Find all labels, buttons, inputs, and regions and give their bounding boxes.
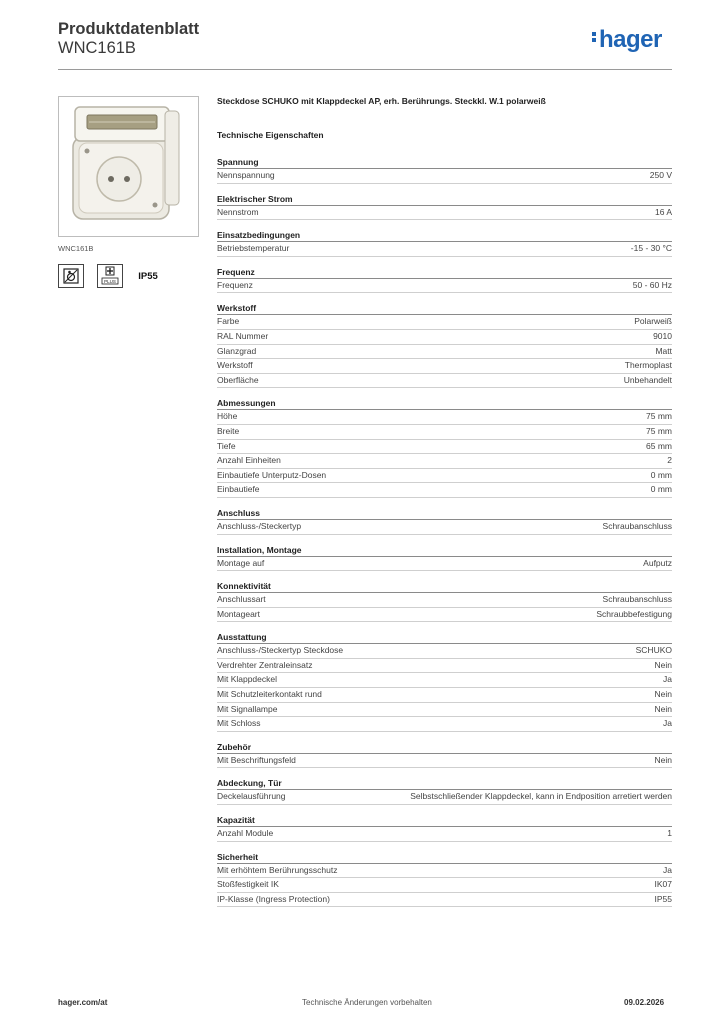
spec-row [217,374,672,389]
spec-row [217,688,672,703]
spec-label: Frequenz [217,279,253,290]
spec-label: Betriebstemperatur [217,243,290,254]
spec-label: Mit Signallampe [217,703,278,714]
spec-group [217,397,672,498]
spec-value: -15 - 30 °C [630,243,672,254]
spec-value: Matt [655,345,672,356]
spec-value: Schraubanschluss [602,520,672,531]
spec-value: Polarweiß [634,316,672,327]
spec-value: Ja [663,864,672,875]
spec-group-title: Ausstattung [217,631,672,644]
spec-group [217,266,672,294]
spec-value: Schraubbefestigung [596,608,672,619]
spec-value: Thermoplast [624,360,672,371]
spec-value: Schraubanschluss [602,594,672,605]
spec-value: 9010 [653,330,672,341]
spec-label: Mit Beschriftungsfeld [217,754,296,765]
page-title: Produktdatenblatt [58,20,200,38]
child-protection-badge [58,264,84,288]
spec-label: Nennspannung [217,170,275,180]
product-image [58,96,199,237]
spec-label: Anschluss-/Steckertyp [217,520,302,531]
brand-name: hager [599,26,662,53]
spec-row [217,483,672,498]
spec-label: Tiefe [217,440,236,451]
spec-row [217,717,672,732]
spec-label: Anschlussart [217,594,266,605]
spec-row [217,440,672,455]
spec-group [217,851,672,908]
spec-value: IP55 [654,893,672,904]
spec-row [217,454,672,469]
spec-group-title: Sicherheit [217,851,672,864]
spec-row [217,469,672,484]
spec-value: Selbstschließender Klappdeckel, kann in Endposition arretiert werden [410,791,672,802]
spec-group [217,193,672,221]
spec-label: Montageart [217,608,260,619]
spec-row [217,330,672,345]
spec-group [217,302,672,388]
spec-row [217,242,672,257]
earthing-contact-badge [97,264,123,288]
section-heading: Technische Eigenschaften [217,130,324,140]
spec-label: Stoßfestigkeit IK [217,879,279,890]
spec-label: Einbautiefe Unterputz-Dosen [217,469,327,480]
spec-value: Aufputz [643,557,672,568]
spec-value: 75 mm [646,425,672,436]
spec-label: Deckelausführung [217,791,286,802]
spec-group-title: Zubehör [217,741,672,754]
spec-group [217,814,672,842]
spec-group-title: Anschluss [217,507,672,520]
footer-disclaimer: Technische Änderungen vorbehalten [302,998,432,1007]
spec-label: Höhe [217,411,238,422]
child-protection-icon [62,267,80,285]
spec-value: IK07 [654,879,672,890]
spec-label: Verdrehter Zentraleinsatz [217,659,313,670]
spec-value: 1 [667,828,672,839]
spec-row [217,754,672,769]
spec-value: 65 mm [646,440,672,451]
spec-value: 0 mm [650,469,672,480]
footer-date: 09.02.2026 [624,998,665,1007]
spec-row [217,644,672,659]
spec-value: 50 - 60 Hz [632,279,672,290]
spec-label: IP-Klasse (Ingress Protection) [217,893,330,904]
spec-row [217,345,672,360]
spec-label: Breite [217,425,240,436]
spec-group [217,777,672,805]
spec-group-title: Installation, Montage [217,544,672,557]
spec-label: Mit Klappdeckel [217,674,278,685]
earthing-contact-icon [100,266,120,286]
spec-row [217,703,672,718]
spec-value: 2 [667,455,672,466]
spec-group-title: Konnektivität [217,580,672,593]
spec-row [217,827,672,842]
spec-label: Anschluss-/Steckertyp Steckdose [217,645,344,656]
spec-group-title: Werkstoff [217,302,672,315]
spec-value: Unbehandelt [623,374,672,385]
spec-label: Mit Schutzleiterkontakt rund [217,689,322,700]
brand-logo [592,28,662,52]
spec-group-title: Spannung [217,156,672,169]
spec-group [217,741,672,769]
footer-website: hager.com/at [58,998,108,1007]
spec-group [217,631,672,732]
spec-group-title: Abmessungen [217,397,672,410]
spec-value: 0 mm [650,484,672,495]
spec-row [217,359,672,374]
spec-group-title: Kapazität [217,814,672,827]
spec-row [217,425,672,440]
spec-row [217,315,672,330]
spec-label: Mit Schloss [217,718,261,729]
spec-group [217,544,672,572]
spec-group-title: Frequenz [217,266,672,279]
spec-group-title: Abdeckung, Tür [217,777,672,790]
spec-label: Werkstoff [217,360,253,371]
spec-label: RAL Nummer [217,330,269,341]
spec-row [217,593,672,608]
spec-value: Ja [663,718,672,729]
spec-row [217,520,672,535]
spec-value: Ja [663,674,672,685]
spec-group-title: Einsatzbedingungen [217,229,672,242]
spec-label: Nennstrom [217,206,259,217]
spec-group [217,507,672,535]
spec-label: Oberfläche [217,374,259,385]
spec-row [217,673,672,688]
spec-label: Montage auf [217,557,265,568]
spec-label: Mit erhöhtem Berührungsschutz [217,864,338,875]
spec-value: Nein [654,689,672,700]
product-description: Steckdose SCHUKO mit Klappdeckel AP, erh. Berührungs. Steckkl. W.1 polarweiß [217,96,546,106]
spec-label: Anzahl Module [217,828,274,839]
spec-value: Nein [654,754,672,765]
logo-dots-icon [592,30,597,44]
spec-label: Glanzgrad [217,345,257,356]
spec-row [217,169,672,184]
ip-rating-badge: IP55 [135,264,161,288]
spec-label: Farbe [217,316,240,327]
spec-group [217,156,672,184]
spec-value: Nein [654,703,672,714]
spec-value: 16 A [654,206,672,217]
spec-group [217,229,672,257]
spec-value: 75 mm [646,411,672,422]
image-caption: WNC161B [58,244,94,253]
spec-value: 250 V [649,170,672,180]
spec-group-title: Elektrischer Strom [217,193,672,206]
spec-label: Einbautiefe [217,484,260,495]
badge-plus-label: PLUS [104,279,116,284]
header-divider [58,69,672,70]
spec-group [217,580,672,622]
spec-row [217,206,672,221]
spec-row [217,893,672,908]
spec-table [217,156,672,916]
spec-row [217,608,672,623]
spec-value: SCHUKO [635,645,672,656]
spec-value: Nein [654,659,672,670]
spec-row [217,410,672,425]
socket-illustration-icon [59,97,198,236]
spec-row [217,279,672,294]
spec-row [217,790,672,805]
spec-row [217,557,672,572]
spec-row [217,864,672,879]
spec-row [217,878,672,893]
spec-label: Anzahl Einheiten [217,455,281,466]
product-code: WNC161B [58,39,136,57]
spec-row [217,659,672,674]
